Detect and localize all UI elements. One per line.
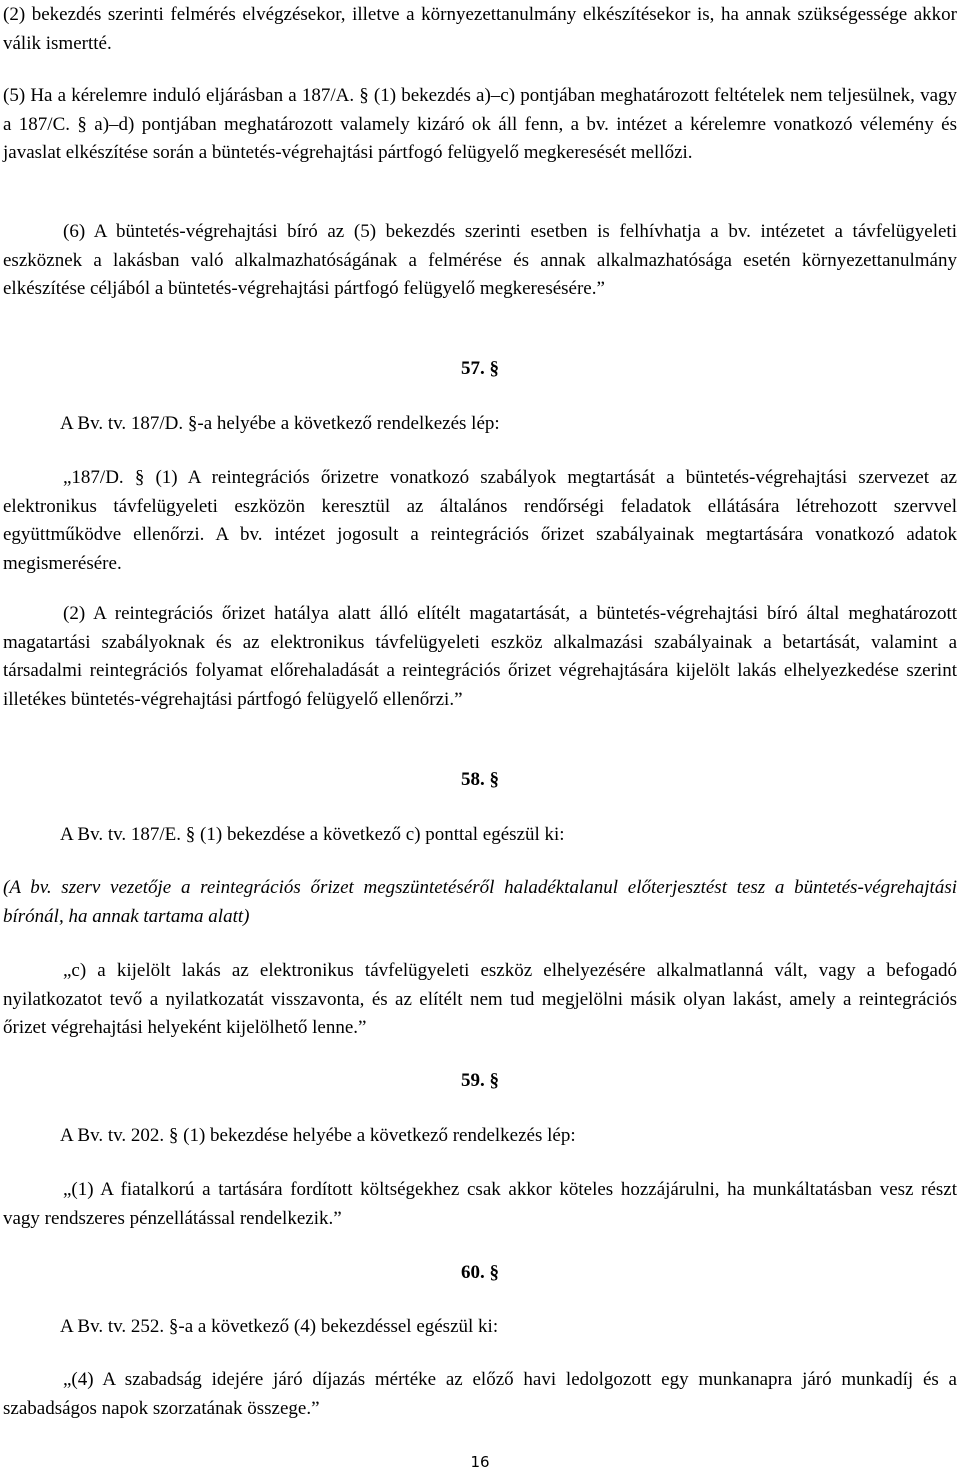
section-heading-58: 58. § <box>461 769 499 790</box>
paragraph-187d-1: „187/D. § (1) A reintegrációs őrizetre vonatkozó szabályok megtartását a büntetés-végrehajtási szervezet az elektronikus távfelügyeleti eszközön keresztül az általános rendőrségi feladatok ellátására létrehozott szervvel együttműködve ellenőrzi. A bv. intézet jogosult a reintegrációs őrizet szabályainak megtartására vonatkozó adatok megismerésére. <box>3 467 957 574</box>
paragraph-187d-2: (2) A reintegrációs őrizet hatálya alatt álló elítélt magatartását, a büntetés-végrehajtási bíró által meghatározott magatartási szabályoknak és az elektronikus távfelügyeleti eszköz alkalmazási szabályainak a betartását, valamint a társadalmi reintegrációs folyamat előrehaladását a reintegrációs őrizet végrehajtására kijelölt lakás elhelyezkedése szerint illetékes büntetés-végrehajtási pártfogó felügyelő ellenőrzi.” <box>3 603 957 710</box>
section-heading-59: 59. § <box>461 1070 499 1091</box>
section-intro-60: A Bv. tv. 252. §-a a következő (4) bekezdéssel egészül ki: <box>60 1316 499 1337</box>
section-intro-58: A Bv. tv. 187/E. § (1) bekezdése a következő c) ponttal egészül ki: <box>60 824 565 845</box>
paragraph-5: (5) Ha a kérelemre induló eljárásban a 187/A. § (1) bekezdés a)–c) pontjában meghatározott feltételek nem teljesülnek, vagy a 187/C. § a)–d) pontjában meghatározott valamely kizáró ok áll fenn, a bv. intézet a kérelemre vonatkozó vélemény és javaslat elkészítése során a büntetés-végrehajtási pártfogó felügyelő megkeresését mellőzi. <box>3 85 957 163</box>
section-intro-57: A Bv. tv. 187/D. §-a helyébe a következő rendelkezés lép: <box>60 413 500 434</box>
paragraph-1: (2) bekezdés szerinti felmérés elvégzésekor, illetve a környezettanulmány elkészítésekor is, ha annak szükségessége akkor válik ismertté. <box>3 4 957 54</box>
paragraph-252-4: „(4) A szabadság idejére járó díjazás mértéke az előző havi ledolgozott egy munkanapra járó munkadíj és a szabadságos napok szorzatának összege.” <box>3 1369 957 1419</box>
section-heading-60: 60. § <box>461 1262 499 1283</box>
paragraph-context-italic: (A bv. szerv vezetője a reintegrációs őrizet megszüntetéséről haladéktalanul előterjesztést tesz a büntetés-végrehajtási bírónál, ha annak tartama alatt) <box>3 877 957 927</box>
paragraph-6: (6) A büntetés-végrehajtási bíró az (5) bekezdés szerinti esetben is felhívhatja a bv. intézetet a távfelügyeleti eszköznek a lakásban való alkalmazhatóságának a felmérése és annak alkalmazhatósága esetén környezettanulmány elkészítése céljából a büntetés-végrehajtási pártfogó felügyelő megkeresésére.” <box>3 221 957 299</box>
page-number: 16 <box>470 1453 490 1471</box>
section-heading-57: 57. § <box>461 358 499 379</box>
section-intro-59: A Bv. tv. 202. § (1) bekezdése helyébe a következő rendelkezés lép: <box>60 1125 576 1146</box>
paragraph-202-1: „(1) A fiatalkorú a tartására fordított költségekhez csak akkor köteles hozzájárulni, ha munkáltatásban vesz részt vagy rendszeres pénzellátással rendelkezik.” <box>3 1179 957 1229</box>
paragraph-point-c: „c) a kijelölt lakás az elektronikus távfelügyeleti eszköz elhelyezésére alkalmatlanná vált, vagy a befogadó nyilatkozatot tevő a nyilatkozatát visszavonta, és az elítélt nem tud megjelölni másik olyan lakást, amely a reintegrációs őrizet végrehajtási helyeként kijelölhető lenne.” <box>3 960 957 1038</box>
